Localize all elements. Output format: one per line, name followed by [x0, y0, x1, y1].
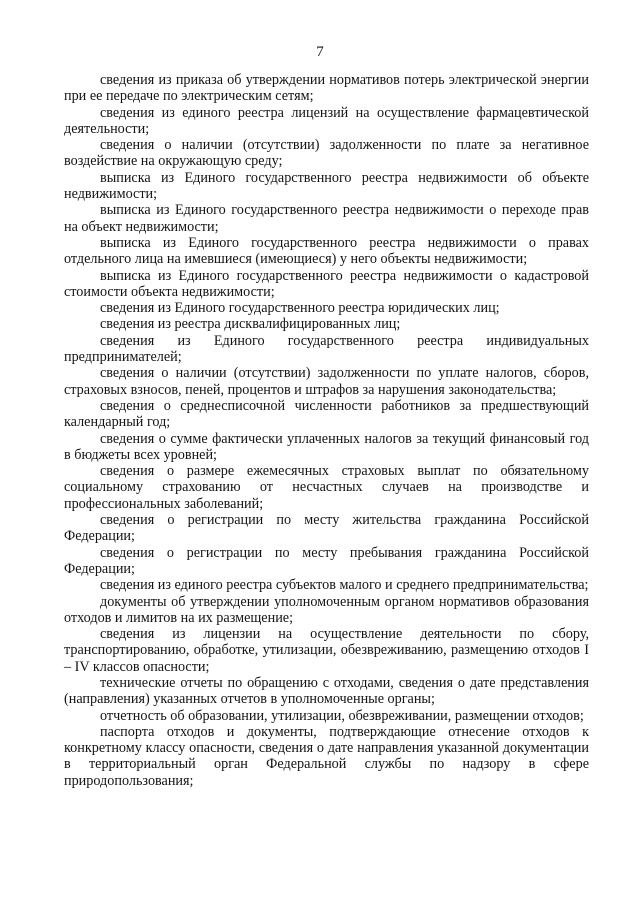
list-item: технические отчеты по обращению с отходами, сведения о дате представления (направления) указанных отчетов в уполномоченные органы;	[64, 674, 589, 708]
list-item: сведения из единого реестра субъектов малого и среднего предпринимательства;	[100, 577, 589, 594]
list-item: выписка из Единого государственного реестра недвижимости о правах отдельного лица на имевшиеся (имеющиеся) у него объекты недвижимости;	[64, 234, 589, 268]
list-item: документы об утверждении уполномоченным органом нормативов образования отходов и лимитов на их размещение;	[64, 593, 589, 626]
list-item: выписка из Единого государственного реестра недвижимости об объекте недвижимости;	[64, 169, 589, 203]
list-item: сведения о наличии (отсутствии) задолженности по уплате налогов, сборов, страховых взносов, пеней, процентов и штрафов за нарушения законодательства;	[64, 365, 589, 398]
list-item: выписка из Единого государственного реестра недвижимости о переходе прав на объект недвижимости;	[64, 202, 589, 235]
list-item: сведения из единого реестра лицензий на осуществление фармацевтической деятельности;	[64, 104, 589, 137]
list-item: сведения из реестра дисквалифицированных лиц;	[100, 316, 401, 333]
list-item: паспорта отходов и документы, подтверждающие отнесение отходов к конкретному классу опасности, сведения о дате направления указанной документации в территориальный орган Федеральной службы по надзору в сфере природопользования;	[64, 723, 589, 789]
list-item: сведения о регистрации по месту пребывания гражданина Российской Федерации;	[64, 544, 589, 577]
list-item: сведения о размере ежемесячных страховых выплат по обязательному социальному страхованию от несчастных случаев на производстве и профессиональных заболеваний;	[64, 463, 589, 512]
list-item: сведения из Единого государственного реестра юридических лиц;	[100, 300, 500, 317]
list-item: сведения о среднесписочной численности работников за предшествующий календарный год;	[64, 397, 589, 431]
list-item: сведения о наличии (отсутствии) задолженности по плате за негативное воздействие на окружающую среду;	[64, 137, 589, 170]
list-item: сведения о сумме фактически уплаченных налогов за текущий финансовый год в бюджеты всех уровней;	[64, 430, 589, 463]
list-item: сведения из Единого государственного реестра индивидуальных предпринимателей;	[64, 332, 589, 366]
document-body	[64, 72, 589, 789]
page-number: 7	[316, 44, 324, 60]
list-item: сведения о регистрации по месту жительства гражданина Российской Федерации;	[64, 512, 589, 545]
list-item: сведения из лицензии на осуществление деятельности по сбору, транспортированию, обработке, утилизации, обезвреживанию, размещению отходов I – IV классов опасности;	[64, 626, 589, 675]
list-item: отчетность об образовании, утилизации, обезвреживании, размещении отходов;	[100, 707, 584, 724]
list-item: выписка из Единого государственного реестра недвижимости о кадастровой стоимости объекта недвижимости;	[64, 267, 589, 300]
list-item: сведения из приказа об утверждении нормативов потерь электрической энергии при ее передаче по электрическим сетям;	[64, 72, 589, 105]
